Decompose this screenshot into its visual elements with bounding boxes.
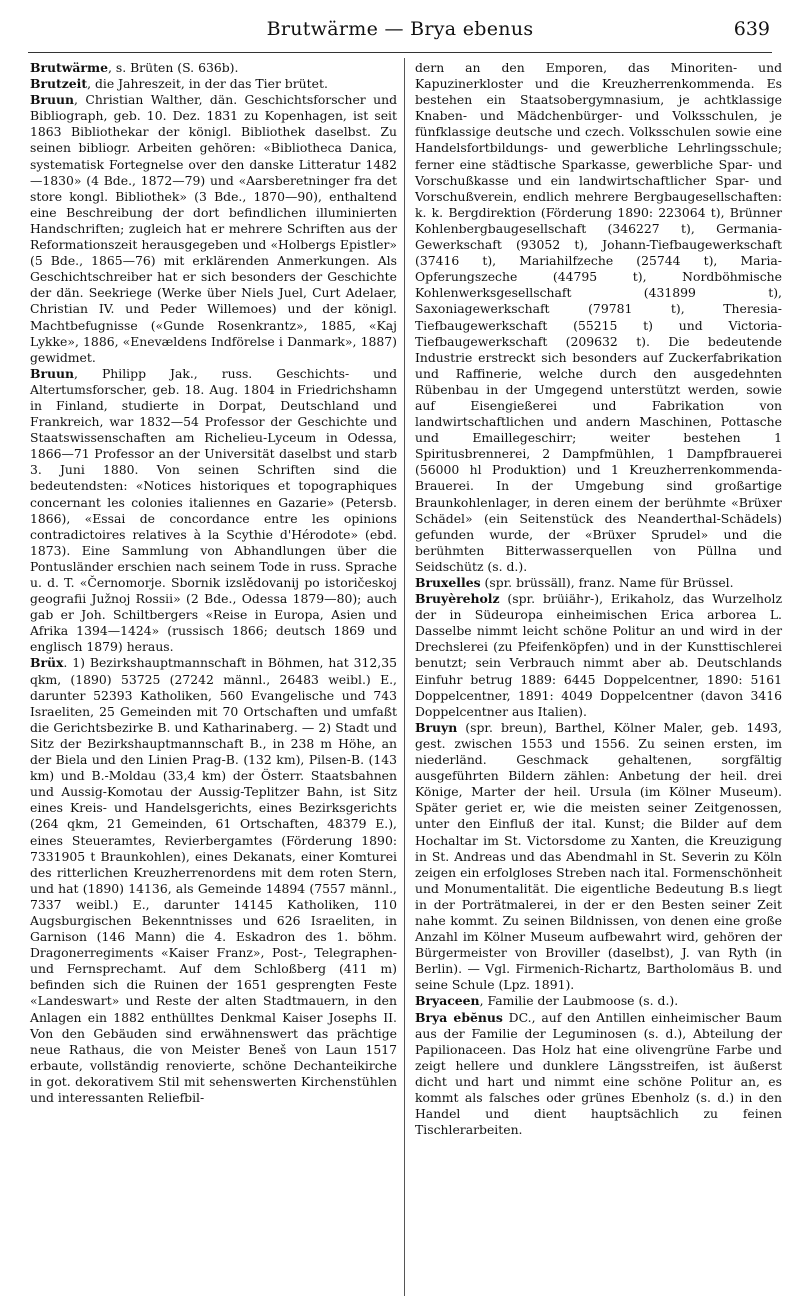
entry (30, 366, 397, 656)
page-number: 639 (733, 18, 770, 40)
entry (415, 591, 782, 720)
entry-lemma: Bryaceen (415, 993, 480, 1009)
entry (30, 60, 397, 76)
entry-lemma: Brutwärme (30, 60, 108, 75)
entry (30, 92, 397, 366)
entry-text: DC., auf den Antillen einheimischer Baum aus der Familie der Leguminosen (s. d.), Abteilung der Papilionaceen. Das Holz hat eine olivengrüne Farbe und zeigt hellere und dunklere Längsstreifen, ist äußerst dicht und hart und nimmt eine schöne Politur an, es kommt als falsches oder grünes Ebenholz (s. d.) in den Handel und dient hauptsächlich zu feinen Tischlerarbeiten. (415, 1009, 782, 1138)
entry (415, 1010, 782, 1139)
entry-lemma: Brya ebĕnus (415, 1009, 503, 1025)
entry-text: (spr. breun), Barthel, Kölner Maler, geb. 1493, gest. zwischen 1553 und 1556. Zu seinen ersten, im niederländ. Geschmack gehaltenen, sorgfältig ausgeführten Bildern zählen: Anbetung der heil. drei Könige, Marter der heil. Ursula (im Kölner Museum). Später geriet er, wie die meisten seiner Zeitgenossen, unter den Einfluß der ital. Kunst; die Bilder auf dem Hochaltar im St. Victorsdome zu Xanten, die Kreuzigung in St. Andreas und das Abendmahl in St. Severin zu Köln zeigen ein erfolgloses Streben nach ital. Formenschönheit und Monumentalität. Die eigentliche Bedeutung B.s liegt in der Porträtmalerei, in der er den Besten seiner Zeit nahe kommt. Zu seinen Bildnissen, von denen eine große Anzahl im Kölner Museum aufbewahrt wird, gehören der Bürgermeister von Broviller (daselbst), J. van Ryth (in Berlin). — Vgl. Firmenich-Richartz, Bartholomäus B. und seine Schule (Lpz. 1891). (415, 719, 782, 993)
entry-text: , Familie der Laubmoose (s. d.). (479, 993, 679, 1009)
entry-text: (spr. brüssäll), franz. Name für Brüssel. (480, 575, 734, 590)
entry (30, 76, 397, 92)
entry (415, 575, 782, 591)
entry-lemma: Bruyn (415, 719, 458, 735)
entry-lemma: Bruun (30, 92, 75, 108)
left-column (30, 60, 397, 1106)
entry (415, 993, 782, 1009)
header-rule (28, 52, 772, 53)
entry-text: , Philipp Jak., russ. Geschichts- und Altertumsforscher, geb. 18. Aug. 1804 in Friedrichshamn in Finland, studierte in Dorpat, Deutschland und Frankreich, war 1832—54 Professor der Geschichte und Staatswissenschaften am Richelieu-Lyceum in Odessa, 1866—71 Professor an der Universität daselbst und starb 3. Juni 1880. Von seinen Schriften sind die bedeutendsten: «Notices historiques et topographiques concernant les colonies italiennes en Gazarie» (Petersb. 1866), «Essai de concordance entre les opinions contradictoires relatives à la Scythie d'Hérodote» (ebd. 1873). Eine Sammlung von Abhandlungen über die Pontusländer erschien nach seinem Tode in russ. Sprache u. d. T. «Černomorje. Sbornik izslědovanij po istoričeskoj geografii Južnoj Rossii» (2 Bde., Odessa 1879—80); auch gab er Joh. Schiltbergers «Reise in Europa, Asien und Afrika 1394—1424» (russisch 1866; deutsch 1869 und englisch 1879) heraus. (30, 365, 397, 655)
column-divider (404, 58, 405, 1296)
entry-text: . 1) Bezirkshauptmannschaft in Böhmen, hat 312,35 qkm, (1890) 53725 (27242 männl., 26483 weibl.) E., darunter 52393 Katholiken, 560 Evangelische und 743 Israeliten, 25 Gemeinden mit 70 Ortschaften und umfaßt die Gerichtsbezirke B. und Katharinaberg. — 2) Stadt und Sitz der Bezirkshauptmannschaft B., in 238 m Höhe, an der Biela und den Linien Prag-B. (132 km), Pilsen-B. (143 km) und B.-Moldau (33,4 km) der Österr. Staatsbahnen und Aussig-Komotau der Aussig-Teplitzer Bahn, ist Sitz eines Kreis- und Handelsgerichts, eines Bezirksgerichts (264 qkm, 21 Gemeinden, 61 Ortschaften, 48379 E.), eines Steueramtes, Revierbergamtes (Förderung 1890: 7331905 t Braunkohlen), eines Dekanats, einer Komturei des ritterlichen Kreuzherrenordens mit dem roten Stern, und hat (1890) 14136, als Gemeinde 14894 (7557 männl., 7337 weibl.) E., darunter 14145 Katholiken, 110 Augsburgischen Bekenntnisses und 626 Israeliten, in Garnison (146 Mann) die 4. Eskadron des 1. böhm. Dragonerregiments «Kaiser Franz», Post-, Telegraphen- und Fernsprechamt. Auf dem Schloßberg (411 m) befinden sich die Ruinen der 1651 gesprengten Feste «Landeswart» und Reste der alten Stadtmauern, in den Anlagen ein 1882 enthülltes Denkmal Kaiser Josephs II. Von den Gebäuden sind erwähnenswert das prächtige neue Rathaus, die von Meister Beneš von Laun 1517 erbaute, vollständig renovierte, schöne Dechanteikirche in got. dekorativem Stil mit sehenswerten Kirchenstühlen und interessanten Reliefbil- (30, 655, 397, 1105)
entry-text: , Christian Walther, dän. Geschichtsforscher und Bibliograph, geb. 10. Dez. 1831 zu Kopenhagen, ist seit 1863 Bibliothekar der königl. Bibliothek daselbst. Zu seinen bibliogr. Arbeiten gehören: «Bibliotheca Danica, systematisk Fortegnelse over den danske Litteratur 1482—1830» (4 Bde., 1872—79) und «Aarsberetninger fra det store kongl. Bibliothek» (3 Bde., 1870—90), enthaltend eine Beschreibung der dort befindlichen illuminierten Handschriften; zugleich hat er mehrere Schriften aus der Reformationszeit herausgegeben und «Holbergs Epistler» (5 Bde., 1865—76) mit erklärenden Anmerkungen. Als Geschichtschreiber hat er sich besonders der Geschichte der dän. Seekriege (Werke über Niels Juel, Curt Adelaer, Christian IV. und Peder Willemoes) und der königl. Machtbefugnisse («Gunde Rosenkrantz», 1885, «Kaj Lykke», 1886, «Enevældens Indförelse i Danmark», 1887) gewidmet. (30, 92, 397, 365)
entry-lemma: Bruyèreholz (415, 591, 500, 607)
entry (415, 60, 782, 575)
entry-text: , s. Brüten (S. 636b). (107, 60, 239, 75)
right-column (415, 60, 782, 1138)
entry (30, 655, 397, 1106)
entry-lemma: Bruun (30, 365, 75, 381)
running-title: Brutwärme — Brya ebenus (266, 18, 534, 40)
page-header (30, 14, 770, 46)
entry-lemma: Brüx (30, 655, 64, 671)
entry-text: , die Jahreszeit, in der das Tier brütet. (87, 76, 328, 92)
entry (415, 720, 782, 994)
entry-lemma: Bruxelles (415, 575, 481, 590)
entry-text: (spr. brüiähr-), Erikaholz, das Wurzelholz der in Südeuropa einheimischen Erica arborea L. Dasselbe nimmt leicht schöne Politur an und wird in der Drechslerei (zu Pfeifenköpfen) und in der Kunsttischlerei benutzt; sein Verbrauch nimmt aber ab. Deutschlands Einfuhr betrug 1889: 6445 Doppelcentner, 1890: 5161 Doppelcentner, 1891: 4049 Doppelcentner (davon 3416 Doppelcentner aus Italien). (415, 591, 782, 719)
entry-text: dern an den Emporen, das Minoriten- und Kapuzinerkloster und die Kreuzherrenkommenda. Es bestehen ein Staatsobergymnasium, je achtklassige Knaben- und Mädchenbürger- und Volksschulen, je fünfklassige deutsche und czech. Volksschulen sowie eine Handelsfortbildungs- und gewerbliche Lehrlingsschule; ferner eine städtische Sparkasse, gewerbliche Spar- und Vorschußkasse und ein landwirtschaftlicher Spar- und Vorschußverein, endlich mehrere Bergbaugesellschaften: k. k. Bergdirektion (Förderung 1890: 223064 t), Brünner Kohlenbergbaugesellschaft (346227 t), Germania-Gewerkschaft (93052 t), Johann-Tiefbaugewerkschaft (37416 t), Mariahilfzeche (25744 t), Maria-Opferungszeche (44795 t), Nordböhmische Kohlenwerksgesellschaft (431899 t), Saxoniagewerkschaft (79781 t), Theresia-Tiefbaugewerkschaft (55215 t) und Victoria-Tiefbaugewerkschaft (209632 t). Die bedeutende Industrie erstreckt sich besonders auf Zuckerfabrikation und Raffinerie, welche durch den ausgedehnten Rübenbau in der Umgegend unterstützt werden, sowie auf Eisengießerei und Fabrikation von landwirtschaftlichen und andern Maschinen, Pottasche und Emaillegeschirr; weiter bestehen 1 Spiritusbrennerei, 2 Dampfmühlen, 1 Dampfbrauerei (56000 hl Produktion) und 1 Kreuzherrenkommenda-Brauerei. In der Umgebung sind großartige Braunkohlenlager, in deren einem der berühmte «Brüxer Schädel» (ein Seitenstück des Neanderthal-Schädels) gefunden wurde, der «Brüxer Sprudel» und die berühmten Bitterwasserquellen von Püllna und Seidschütz (s. d.). (415, 60, 782, 574)
entry-lemma: Brutzeit (30, 76, 88, 92)
